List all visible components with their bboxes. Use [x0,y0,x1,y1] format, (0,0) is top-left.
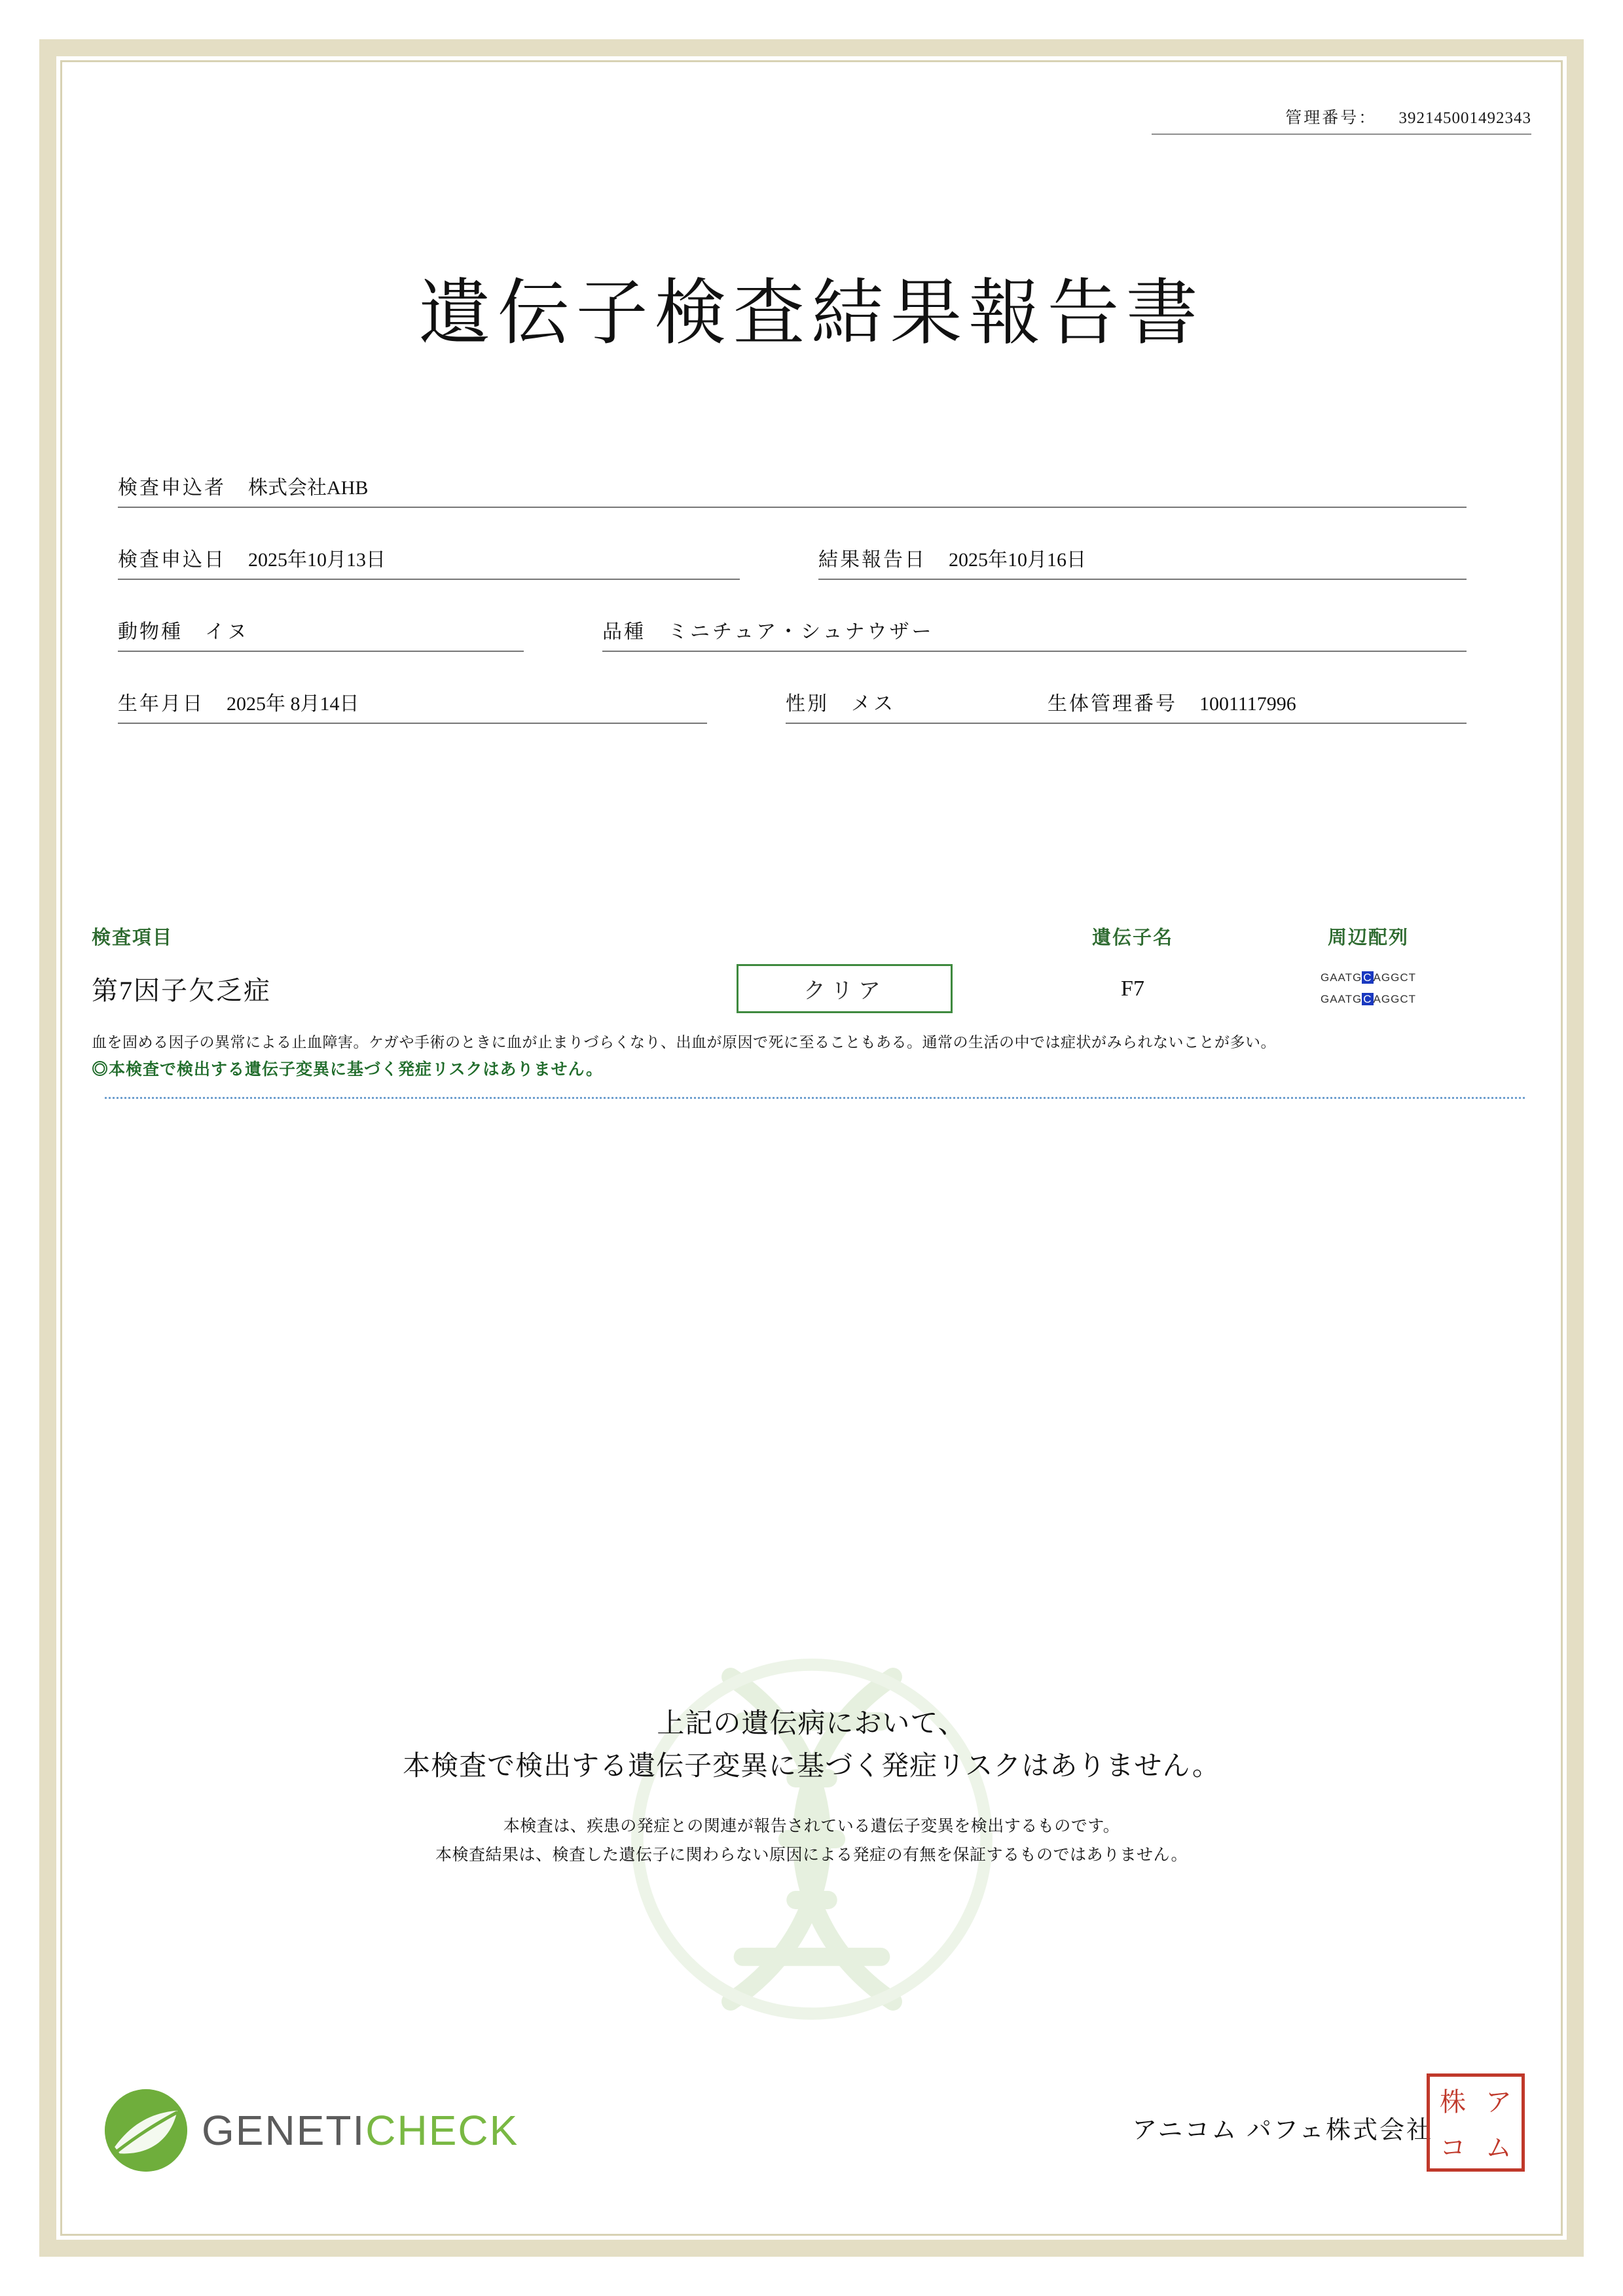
report-date-label: 結果報告日 [818,549,926,571]
management-number-label: 生体管理番号 [1048,693,1177,715]
row-species [118,615,1531,652]
seal-char-2: コ [1440,2132,1466,2162]
applicant-label: 検査申込者 [118,477,226,499]
geneticheck-logo [105,2089,519,2172]
result-gene-name: F7 [1121,976,1144,1001]
result-test-item: 第7因子欠乏症 [92,976,271,1005]
header-gene-name: 遺伝子名 [1091,927,1173,948]
results-header [92,923,1531,950]
page-title: 遺伝子検査結果報告書 [418,274,1205,353]
header-test-item: 検査項目 [92,927,173,948]
seal-char-3: ム [1486,2132,1512,2162]
conclusion-note-1: 本検査は、疾患の発症との関連が報告されている遺伝子変異を検出するものです。 [503,1817,1120,1836]
report-footer [79,2060,1544,2191]
birthdate-value: 2025年 8月14日 [227,693,359,715]
company-name: アニコム パフェ株式会社 [1132,2117,1433,2144]
control-number-label: 管理番号： [1285,109,1377,127]
field-species [118,615,524,652]
header-sequence: 周辺配列 [1327,927,1409,948]
report-date-value: 2025年10月16日 [949,549,1086,571]
apply-date-value: 2025年10月13日 [248,549,386,571]
conclusion-block [79,1702,1544,1868]
species-label: 動物種 [118,621,183,643]
sequence-left: GAATG [1321,971,1362,984]
birthdate-label: 生年月日 [118,693,204,715]
result-badge-cell [694,964,995,1013]
sequence-line-1 [1270,967,1467,988]
row-applicant [118,471,1531,508]
sequence-variant-2: C [1363,992,1372,1005]
sequence-line-2 [1270,989,1467,1010]
status-badge: クリア [737,964,953,1013]
logo-text-geneti: GENETI [202,2107,366,2154]
result-row [92,964,1531,1013]
field-applicant [118,471,1467,508]
row-birth [118,687,1531,724]
result-sequence [1270,967,1467,1010]
seal-char-0: 株 [1440,2087,1466,2117]
result-description: 血を固める因子の異常による止血障害。ケガや手術のときに血が止まりづらくなり、出血が原因で死に至ることもある。通常の生活の中では症状がみられないことが多い。 [92,1034,1277,1050]
logo-wordmark [202,2106,519,2155]
field-report-date [818,543,1467,580]
applicant-value: 株式会社AHB [248,477,369,499]
apply-date-label: 検査申込日 [118,549,226,571]
sequence-right-2: AGGCT [1373,992,1416,1005]
section-divider [105,1097,1525,1100]
breed-label: 品種 [602,621,646,643]
field-apply-date [118,543,740,580]
species-value: イヌ [205,621,249,643]
control-number-value: 392145001492343 [1398,109,1531,127]
logo-text-check: CHECK [365,2107,519,2154]
report-content [79,79,1544,2217]
sequence-right: AGGCT [1373,971,1416,984]
sequence-left-2: GAATG [1321,992,1362,1005]
breed-value: ミニチュア・シュナウザー [668,621,934,643]
field-birthdate [118,687,707,724]
seal-char-1: ア [1486,2087,1512,2117]
conclusion-line-2: 本検査で検出する遺伝子変異に基づく発症リスクはありません。 [403,1750,1220,1782]
field-sex [786,687,1048,724]
results-section [92,923,1531,1100]
seal-characters [1430,2077,1522,2168]
row-dates [118,543,1531,580]
sequence-variant: C [1363,971,1372,984]
result-risk-note: ◎本検査で検出する遺伝子変異に基づく発症リスクはありません。 [92,1060,604,1079]
info-fields [118,471,1531,759]
management-number-value: 1001117996 [1199,693,1296,715]
sex-value: メス [851,693,896,715]
leaf-icon [105,2089,187,2172]
control-number [1152,105,1531,135]
sex-label: 性別 [786,693,829,715]
company-seal [1427,2073,1525,2172]
field-breed [602,615,1467,652]
conclusion-line-1: 上記の遺伝病において、 [657,1708,966,1738]
conclusion-note-2: 本検査結果は、検査した遺伝子に関わらない原因による発症の有無を保証するものではありません。 [435,1846,1188,1865]
field-management-number [1048,687,1467,724]
